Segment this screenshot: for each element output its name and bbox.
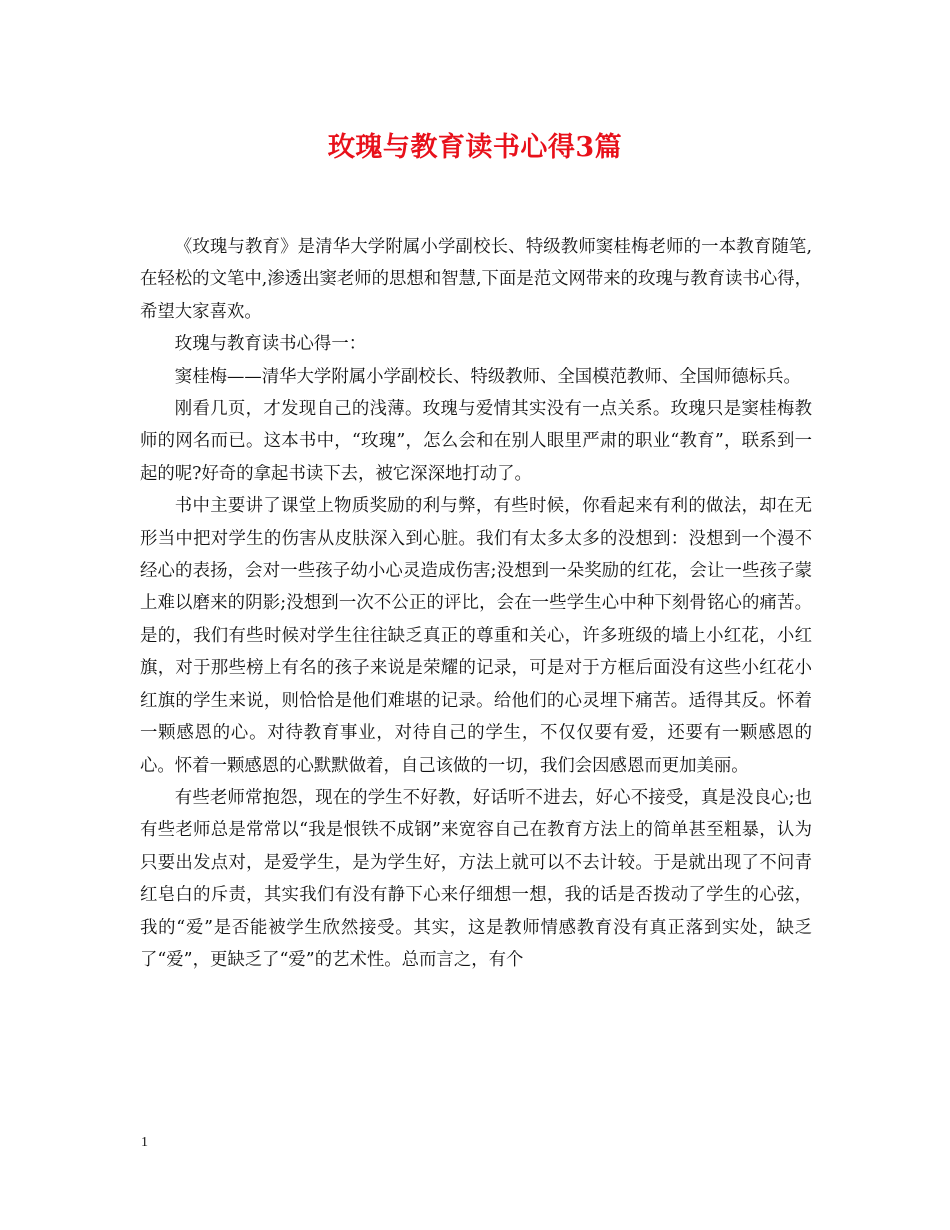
paragraph-rewards-discussion: 书中主要讲了课堂上物质奖励的利与弊，有些时候，你看起来有利的做法，却在无形当中把对学生的伤害从皮肤深入到心脏。我们有太多太多的没想到：没想到一个漫不经心的表扬，会对一些孩子幼小心灵造成伤害;没想到一朵奖励的红花，会让一些孩子蒙上难以磨来的阴影;没想到一次不公正的评比，会在一些学生心中种下刻骨铭心的痛苦。是的，我们有些时候对学生往往缺乏真正的尊重和关心，许多班级的墙上小红花，小红旗，对于那些榜上有名的孩子来说是荣耀的记录，可是对于方框后面没有这些小红花小红旗的学生来说，则恰恰是他们难堪的记录。给他们的心灵埋下痛苦。适得其反。怀着一颗感恩的心。对待教育事业，对待自己的学生，不仅仅要有爱，还要有一颗感恩的心。怀着一颗感恩的心默默做着，自己该做的一切，我们会因感恩而更加美丽。: [140, 496, 812, 776]
document-body: [140, 231, 812, 976]
page-number: 1: [141, 1135, 148, 1150]
paragraph-section-heading: 玫瑰与教育读书心得一：: [174, 334, 367, 355]
paragraph-teacher-complaints: 有些老师常抱怨，现在的学生不好教，好话听不进去，好心不接受，真是没良心;也有些老师总是常常以“我是恨铁不成钢”来宽容自己在教育方法上的简单甚至粗暴，认为只要出发点对，是爱学生，是为学生好，方法上就可以不去计较。于是就出现了不问青红皂白的斥责，其实我们有没有静下心来仔细想一想，我的话是否拨动了学生的心弦，我的“爱”是否能被学生欣然接受。其实，这是教师情感教育没有真正落到实处，缺乏了“爱”，更缺乏了“爱”的艺术性。总而言之，有个: [140, 787, 812, 970]
document-title: 玫瑰与教育读书心得3篇: [327, 132, 623, 163]
paragraph-first-impression: 刚看几页，才发现自己的浅薄。玫瑰与爱情其实没有一点关系。玫瑰只是窦桂梅教师的网名而已。这本书中，“玫瑰”，怎么会和在别人眼里严肃的职业“教育”，联系到一起的呢?好奇的拿起书读下去，被它深深地打动了。: [140, 399, 812, 484]
paragraph-author-info: 窦桂梅——清华大学附属小学副校长、特级教师、全国模范教师、全国师德标兵。: [174, 366, 801, 387]
paragraph-intro: 《玫瑰与教育》是清华大学附属小学副校长、特级教师窦桂梅老师的一本教育随笔,在轻松的文笔中,渗透出窦老师的思想和智慧,下面是范文网带来的玫瑰与教育读书心得，希望大家喜欢。: [140, 237, 812, 322]
